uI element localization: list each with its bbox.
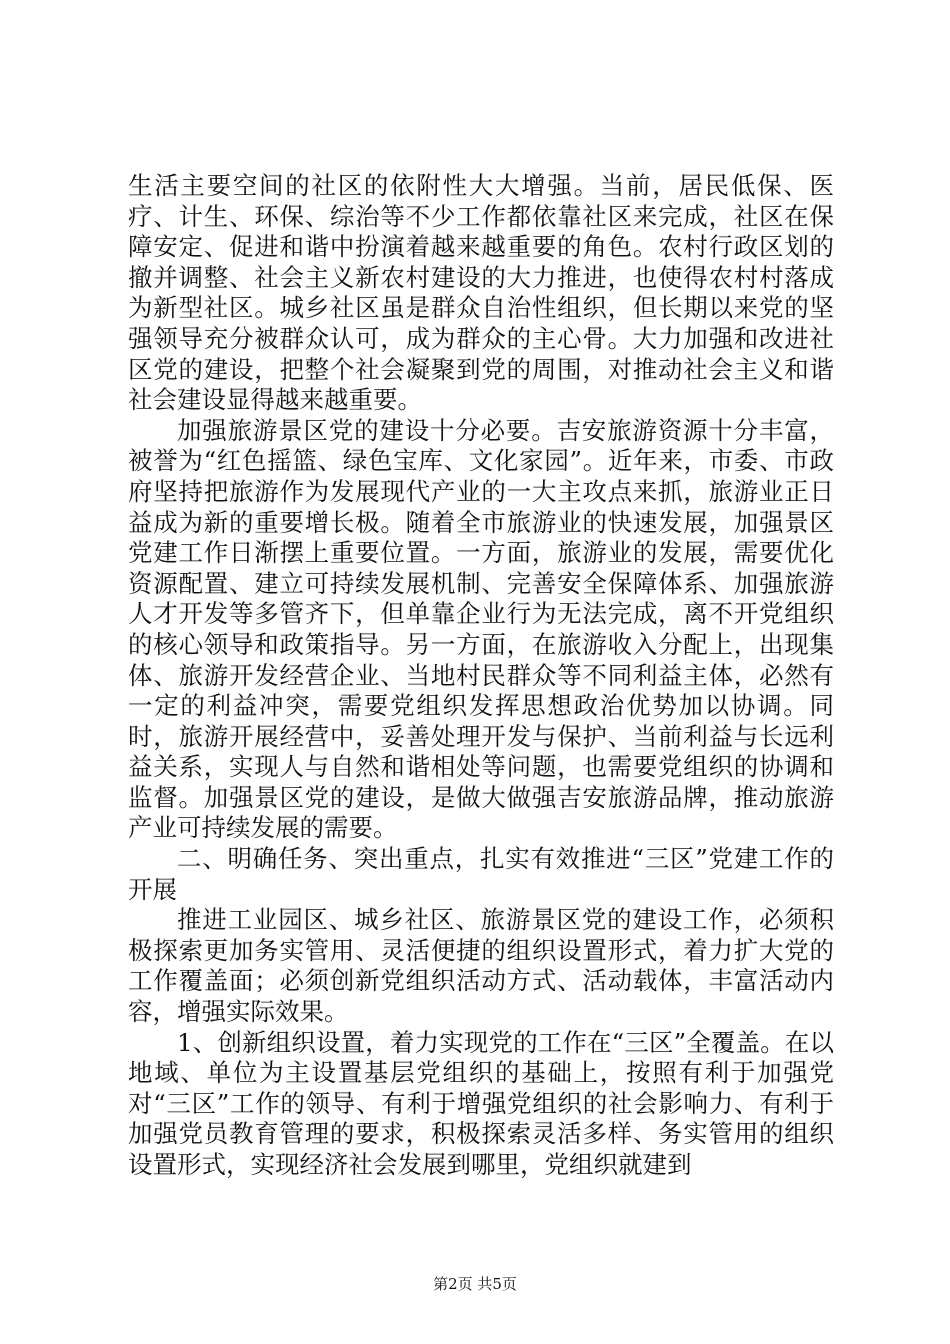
paragraph-3: 推进工业园区、城乡社区、旅游景区党的建设工作，必须积极探索更加务实管用、灵活便捷的组织设置形式，着力扩大党的工作覆盖面；必须创新党组织活动方式、活动载体，丰富活动内容，增强实际效果。 [128, 905, 834, 1027]
document-body [128, 171, 834, 1181]
paragraph-1: 生活主要空间的社区的依附性大大增强。当前，居民低保、医疗、计生、环保、综治等不少工作都依靠社区来完成，社区在保障安定、促进和谐中扮演着越来越重要的角色。农村行政区划的撤并调整、社会主义新农村建设的大力推进，也使得农村村落成为新型社区。城乡社区虽是群众自治性组织，但长期以来党的坚强领导充分被群众认可，成为群众的主心骨。大力加强和改进社区党的建设，把整个社会凝聚到党的周围，对推动社会主义和谐社会建设显得越来越重要。 [128, 171, 834, 415]
page-footer: 第2页 共5页 [433, 1275, 517, 1293]
section-heading-2: 二、明确任务、突出重点，扎实有效推进“三区”党建工作的开展 [128, 844, 834, 904]
paragraph-2: 加强旅游景区党的建设十分必要。吉安旅游资源十分丰富，被誉为“红色摇篮、绿色宝库、文化家园”。近年来，市委、市政府坚持把旅游作为发展现代产业的一大主攻点来抓，旅游业正日益成为新的重要增长极。随着全市旅游业的快速发展，加强景区党建工作日渐摆上重要位置。一方面，旅游业的发展，需要优化资源配置、建立可持续发展机制、完善安全保障体系、加强旅游人才开发等多管齐下，但单靠企业行为无法完成，离不开党组织的核心领导和政策指导。另一方面，在旅游收入分配上，出现集体、旅游开发经营企业、当地村民群众等不同利益主体，必然有一定的利益冲突，需要党组织发挥思想政治优势加以协调。同时，旅游开展经营中，妥善处理开发与保护、当前利益与长远利益关系，实现人与自然和谐相处等问题，也需要党组织的协调和监督。加强景区党的建设，是做大做强吉安旅游品牌，推动旅游产业可持续发展的需要。 [128, 415, 834, 843]
paragraph-4: 1、创新组织设置，着力实现党的工作在“三区”全覆盖。在以地域、单位为主设置基层党组织的基础上，按照有利于加强党对“三区”工作的领导、有利于增强党组织的社会影响力、有利于加强党员教育管理的要求，积极探索灵活多样、务实管用的组织设置形式，实现经济社会发展到哪里，党组织就建到 [128, 1027, 834, 1179]
